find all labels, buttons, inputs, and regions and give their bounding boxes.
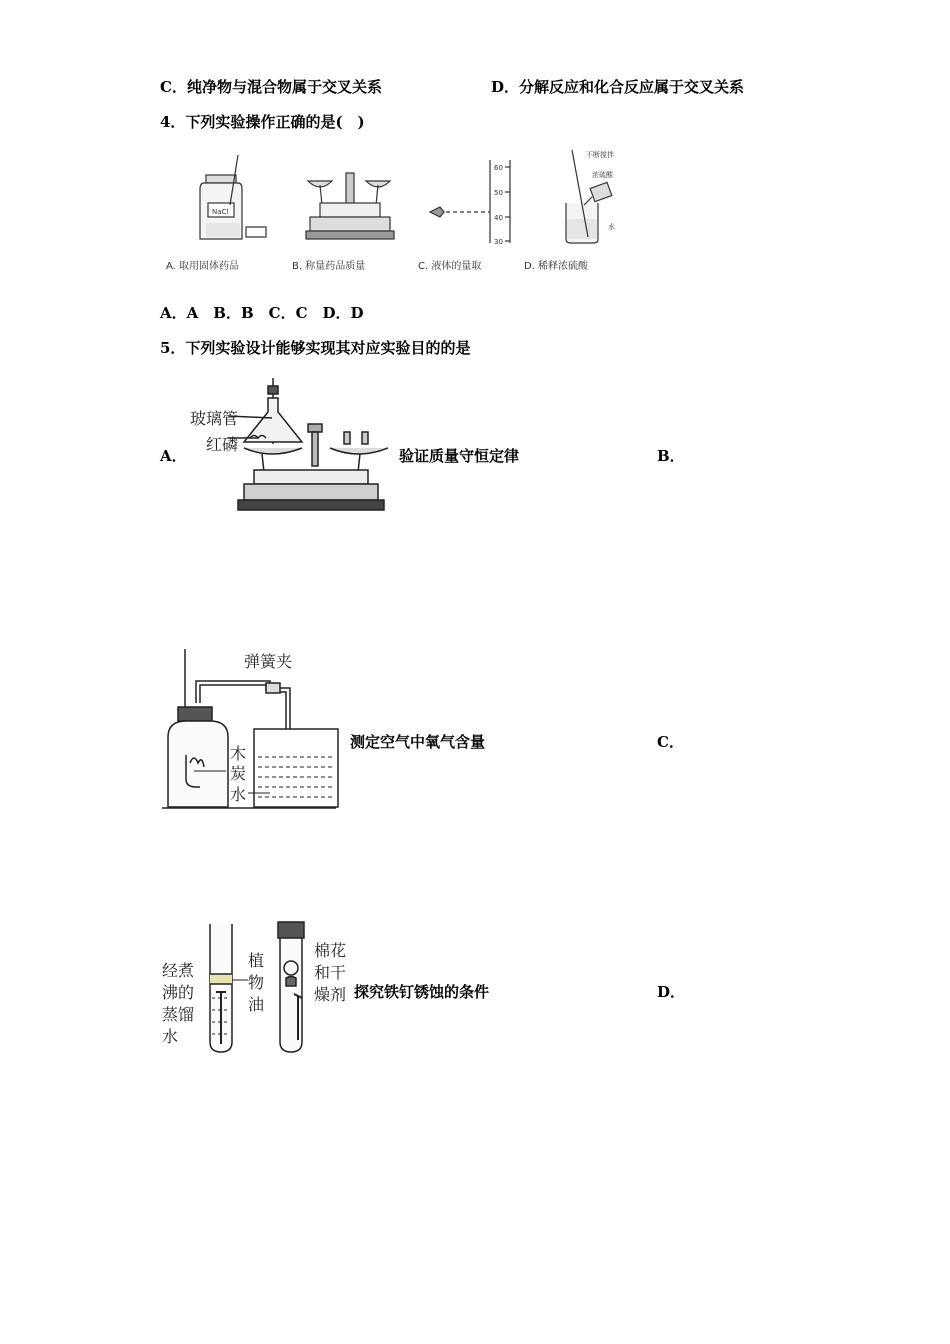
cyl-tick-30: 30	[494, 238, 503, 246]
water-label: 水	[608, 223, 615, 231]
water-label-b: 水	[230, 785, 247, 804]
q3-option-d: D．分解反应和化合反应属于交叉关系	[491, 78, 745, 96]
stir-label: 不断搅拌	[586, 151, 614, 159]
q5-b-oxygen-figure	[158, 645, 340, 815]
cotton-label-3: 燥剂	[314, 985, 347, 1004]
cylinder-figure	[430, 160, 510, 243]
boiled-water-label-4: 水	[162, 1027, 179, 1046]
q5-c-rust-figure	[160, 918, 350, 1058]
q5-option-a-letter: A．	[160, 447, 187, 465]
q4-stem: 4．下列实验操作正确的是( )	[160, 113, 365, 131]
boiled-water-label-1: 经煮	[162, 961, 195, 980]
dilution-figure	[566, 150, 612, 243]
q4-answer-options: A．A B．B C．C D．D	[160, 304, 364, 322]
charcoal-label-1: 木	[230, 744, 247, 763]
q5-stem: 5．下列实验设计能够实现其对应实验目的的是	[160, 339, 471, 357]
q4-caption-a: A. 取用固体药品	[166, 261, 240, 272]
cyl-tick-40: 40	[494, 214, 503, 222]
acid-label: 浓硫酸	[592, 171, 613, 179]
oil-label-1: 植	[248, 951, 265, 970]
q4-figure	[160, 145, 640, 280]
cyl-tick-60: 60	[494, 164, 503, 172]
charcoal-label-2: 炭	[230, 764, 247, 783]
q5-a-balance-figure	[188, 372, 388, 514]
spring-clip-label: 弹簧夹	[244, 652, 293, 671]
q5-option-d-letter: D．	[657, 983, 686, 1001]
oil-label-3: 油	[248, 995, 265, 1014]
boiled-water-label-2: 沸的	[162, 983, 195, 1002]
cyl-tick-50: 50	[494, 189, 503, 197]
reagent-jar-figure	[200, 155, 266, 239]
q5-option-b-label: 测定空气中氧气含量	[350, 733, 486, 751]
cotton-label-1: 棉花	[314, 941, 347, 960]
q4-caption-b: B. 称量药品质量	[292, 261, 366, 272]
q5-option-a-label: 验证质量守恒定律	[399, 447, 520, 465]
balance-figure	[306, 173, 394, 239]
cotton-label-2: 和干	[314, 963, 347, 982]
q5-option-c-label: 探究铁钉锈蚀的条件	[354, 983, 490, 1001]
q4-caption-d: D. 稀释浓硫酸	[524, 261, 589, 272]
nacl-label: NaCl	[212, 208, 229, 216]
q5-option-c-letter: C．	[657, 733, 684, 751]
q5-option-b-letter: B．	[657, 447, 685, 465]
q3-option-c: C．纯净物与混合物属于交叉关系	[160, 78, 382, 96]
q4-caption-c: C. 液体的量取	[418, 261, 482, 272]
boiled-water-label-3: 蒸馏	[162, 1005, 195, 1024]
oil-label-2: 物	[248, 973, 265, 992]
red-phosphorus-label: 红磷	[206, 435, 239, 454]
glass-tube-label: 玻璃管	[190, 409, 239, 428]
